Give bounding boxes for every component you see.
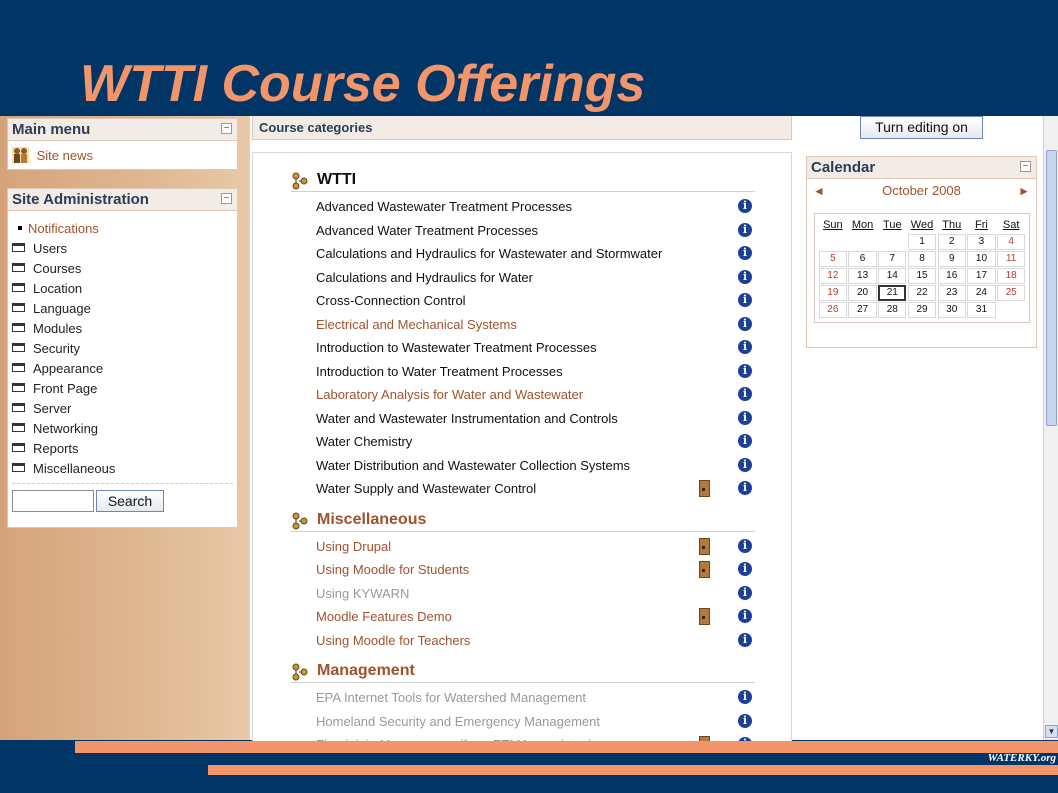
course-link[interactable]: Using Drupal	[316, 538, 392, 554]
admin-item-label: Miscellaneous	[33, 461, 116, 476]
site-admin-block	[7, 188, 238, 528]
admin-item-label: Front Page	[33, 381, 98, 396]
category-icon	[291, 663, 309, 681]
course-row	[316, 266, 756, 290]
calendar-day[interactable]: 7	[878, 251, 906, 267]
info-icon[interactable]: i	[738, 387, 752, 401]
calendar-day[interactable]: 9	[938, 251, 966, 267]
accent-bar-bottom	[208, 765, 1058, 775]
folder-icon	[12, 243, 25, 252]
calendar-day[interactable]: 15	[908, 268, 936, 284]
info-icon[interactable]: i	[738, 562, 752, 576]
calendar-day[interactable]: 25	[997, 285, 1025, 301]
course-row	[316, 535, 756, 559]
folder-icon	[12, 283, 25, 292]
admin-item-label: Location	[33, 281, 83, 296]
course-row	[316, 686, 756, 710]
course-link[interactable]: Calculations and Hydraulics for Water	[316, 269, 533, 285]
main-menu-item[interactable]	[8, 141, 237, 169]
calendar-day[interactable]: 14	[878, 268, 906, 284]
calendar-block	[806, 156, 1037, 348]
calendar-title: Calendar	[811, 159, 876, 176]
calendar-day[interactable]: 5	[819, 251, 847, 267]
category-heading	[291, 509, 755, 532]
site-admin-list	[8, 211, 237, 479]
calendar-day[interactable]: 17	[967, 268, 995, 284]
course-link[interactable]: Cross-Connection Control	[316, 293, 466, 308]
calendar-week-row	[818, 251, 1026, 268]
admin-item-server[interactable]	[8, 399, 237, 419]
calendar-month-nav	[807, 179, 1036, 203]
course-link[interactable]: Water and Wastewater Instrumentation and Controls	[316, 410, 618, 426]
calendar-empty-cell	[878, 234, 906, 250]
calendar-day[interactable]: 10	[967, 251, 995, 267]
admin-item-label: Modules	[33, 321, 83, 336]
info-icon[interactable]: i	[738, 539, 752, 553]
course-link[interactable]: Using Moodle for Students	[316, 562, 470, 577]
course-link[interactable]: Calculations and Hydraulics for Wastewater and Stormwater	[316, 246, 663, 261]
info-icon[interactable]: i	[738, 609, 752, 623]
calendar-weekday: Tue	[883, 219, 902, 231]
calendar-day[interactable]: 26	[819, 302, 847, 318]
guest-access-door-icon[interactable]	[699, 608, 710, 625]
calendar-day[interactable]: 2	[938, 234, 966, 250]
admin-item-label: Notifications	[28, 221, 99, 236]
main-menu-title: Main menu	[12, 121, 91, 138]
calendar-empty-cell	[819, 234, 847, 250]
calendar-day[interactable]: 24	[967, 285, 995, 301]
category-icon	[291, 172, 309, 190]
calendar-day[interactable]: 29	[908, 302, 936, 318]
calendar-weekday: Mon	[851, 219, 874, 231]
info-icon[interactable]: i	[738, 481, 752, 495]
bullet-icon	[18, 226, 22, 230]
admin-search-form	[8, 490, 237, 516]
calendar-day[interactable]: 31	[967, 302, 995, 318]
course-link[interactable]: Advanced Wastewater Treatment Processes	[316, 199, 573, 214]
calendar-day[interactable]: 1	[908, 234, 936, 250]
calendar-weekday: Sun	[823, 219, 843, 231]
info-icon[interactable]: i	[738, 223, 752, 237]
category-name[interactable]: WTTI	[317, 171, 357, 188]
guest-access-door-icon[interactable]	[699, 538, 710, 555]
folder-icon	[12, 263, 25, 272]
course-row	[316, 477, 756, 501]
calendar-day[interactable]: 21	[878, 285, 906, 301]
site-admin-collapse-button[interactable]: −	[221, 193, 232, 204]
calendar-weekday: Wed	[910, 219, 934, 231]
folder-icon	[12, 383, 25, 392]
category-name[interactable]: Miscellaneous	[317, 510, 427, 528]
folder-icon	[12, 403, 25, 412]
admin-item-label: Server	[33, 401, 72, 416]
course-link[interactable]: Homeland Security and Emergency Management	[316, 713, 600, 729]
info-icon[interactable]: i	[738, 411, 752, 425]
calendar-empty-cell	[848, 234, 876, 250]
scroll-down-arrow-icon[interactable]: ▼	[1045, 725, 1058, 738]
folder-icon	[12, 343, 25, 352]
admin-search-input[interactable]	[12, 490, 94, 512]
admin-item-label: Security	[33, 341, 80, 356]
main-menu-collapse-button[interactable]: −	[221, 123, 232, 134]
turn-editing-on-button[interactable]: Turn editing on	[860, 116, 983, 139]
admin-item-security[interactable]	[8, 339, 237, 359]
course-row	[316, 558, 756, 582]
main-menu-block	[7, 118, 238, 170]
calendar-day[interactable]: 19	[819, 285, 847, 301]
info-icon[interactable]: i	[738, 340, 752, 354]
course-row	[316, 605, 756, 629]
course-row	[316, 383, 756, 407]
calendar-grid	[814, 213, 1030, 323]
calendar-month-label: October 2008	[882, 183, 961, 198]
admin-item-front-page[interactable]	[8, 379, 237, 399]
course-link[interactable]: Laboratory Analysis for Water and Wastewater	[316, 387, 584, 402]
calendar-day[interactable]: 4	[997, 234, 1025, 250]
course-link[interactable]: Introduction to Water Treatment Processes	[316, 363, 563, 379]
admin-item-label: Networking	[33, 421, 99, 436]
course-row	[316, 407, 756, 431]
course-row	[316, 629, 756, 653]
course-row	[316, 430, 756, 454]
course-category-list	[252, 152, 792, 752]
calendar-collapse-button[interactable]: −	[1020, 161, 1031, 172]
admin-item-notifications[interactable]	[8, 219, 237, 239]
browser-screenshot	[0, 116, 1058, 740]
folder-icon	[12, 423, 25, 432]
info-icon[interactable]: i	[738, 690, 752, 704]
main-menu-header	[8, 119, 237, 141]
info-icon[interactable]: i	[738, 714, 752, 728]
admin-item-language[interactable]	[8, 299, 237, 319]
course-categories-header: Course categories	[252, 116, 792, 140]
calendar-empty-cell	[997, 302, 1025, 318]
calendar-week-row	[818, 234, 1026, 251]
course-row	[316, 289, 756, 313]
calendar-day[interactable]: 3	[967, 234, 995, 250]
info-icon[interactable]: i	[738, 458, 752, 472]
course-row	[316, 360, 756, 384]
calendar-day[interactable]: 30	[938, 302, 966, 318]
course-link[interactable]: Water Chemistry	[316, 434, 413, 449]
folder-icon	[12, 323, 25, 332]
info-icon[interactable]: i	[738, 270, 752, 284]
category-heading	[291, 660, 755, 683]
calendar-day[interactable]: 13	[848, 268, 876, 284]
course-row	[316, 219, 756, 243]
admin-divider	[12, 483, 233, 484]
site-admin-title: Site Administration	[12, 191, 149, 208]
next-month-arrow-icon[interactable]: ►	[1018, 184, 1030, 198]
calendar-day[interactable]: 22	[908, 285, 936, 301]
category-name[interactable]: Management	[317, 662, 415, 679]
category-heading	[291, 169, 755, 192]
site-news-link[interactable]: Site news	[36, 148, 93, 163]
course-row	[316, 454, 756, 478]
prev-month-arrow-icon[interactable]: ◄	[813, 184, 825, 198]
footer-credit: WATERKY.org	[987, 752, 1056, 764]
slide-title: WTTI Course Offerings	[80, 55, 646, 113]
info-icon[interactable]: i	[738, 586, 752, 600]
info-icon[interactable]: i	[738, 434, 752, 448]
guest-access-door-icon[interactable]	[699, 561, 710, 578]
calendar-day[interactable]: 16	[938, 268, 966, 284]
folder-icon	[12, 303, 25, 312]
calendar-day[interactable]: 11	[997, 251, 1025, 267]
admin-item-label: Users	[33, 241, 67, 256]
calendar-day[interactable]: 8	[908, 251, 936, 267]
calendar-day[interactable]: 6	[848, 251, 876, 267]
course-link[interactable]: Moodle Features Demo	[316, 609, 452, 624]
calendar-weekday: Thu	[942, 219, 962, 231]
admin-item-label: Language	[33, 301, 91, 316]
admin-item-users[interactable]	[8, 239, 237, 259]
scrollbar-thumb[interactable]	[1046, 150, 1057, 426]
calendar-week-row	[818, 285, 1026, 302]
info-icon[interactable]: i	[738, 199, 752, 213]
category-icon	[291, 512, 309, 530]
course-row	[316, 195, 756, 219]
calendar-week-row	[818, 302, 1026, 319]
calendar-weekday: Sat	[1002, 219, 1020, 231]
calendar-day[interactable]: 12	[819, 268, 847, 284]
admin-item-networking[interactable]	[8, 419, 237, 439]
calendar-weekday: Fri	[975, 219, 988, 231]
info-icon[interactable]: i	[738, 293, 752, 307]
calendar-day[interactable]: 18	[997, 268, 1025, 284]
info-icon[interactable]: i	[738, 364, 752, 378]
calendar-day[interactable]: 23	[938, 285, 966, 301]
accent-bar-top	[75, 741, 1058, 753]
calendar-weekday-row	[818, 217, 1026, 234]
calendar-day[interactable]: 20	[848, 285, 876, 301]
course-row	[316, 336, 756, 360]
admin-item-label: Appearance	[33, 361, 104, 376]
folder-icon	[12, 463, 25, 472]
course-row	[316, 313, 756, 337]
course-link[interactable]: Using Moodle for Teachers	[316, 632, 471, 648]
course-row	[316, 582, 756, 606]
course-link[interactable]: Water Distribution and Wastewater Collection Systems	[316, 457, 631, 473]
admin-item-reports[interactable]	[8, 439, 237, 459]
course-row	[316, 242, 756, 266]
admin-item-location[interactable]	[8, 279, 237, 299]
folder-icon	[12, 443, 25, 452]
admin-item-appearance[interactable]	[8, 359, 237, 379]
course-link[interactable]: Introduction to Wastewater Treatment Processes	[316, 340, 597, 355]
vertical-scrollbar[interactable]	[1043, 116, 1058, 740]
search-button[interactable]: Search	[96, 490, 164, 512]
admin-item-courses[interactable]	[8, 259, 237, 279]
guest-access-door-icon[interactable]	[699, 480, 710, 497]
admin-item-label: Courses	[33, 261, 82, 276]
site-admin-header	[8, 189, 237, 211]
people-icon	[12, 147, 29, 163]
admin-item-label: Reports	[33, 441, 79, 456]
folder-icon	[12, 363, 25, 372]
course-link[interactable]: Water Supply and Wastewater Control	[316, 481, 537, 496]
calendar-week-row	[818, 268, 1026, 285]
course-link[interactable]: Electrical and Mechanical Systems	[316, 316, 517, 332]
admin-item-modules[interactable]	[8, 319, 237, 339]
info-icon[interactable]: i	[738, 317, 752, 331]
course-row	[316, 710, 756, 734]
calendar-header	[807, 157, 1036, 179]
calendar-day[interactable]: 28	[878, 302, 906, 318]
info-icon[interactable]: i	[738, 633, 752, 647]
course-link[interactable]: Advanced Water Treatment Processes	[316, 222, 539, 238]
calendar-day[interactable]: 27	[848, 302, 876, 318]
info-icon[interactable]: i	[738, 246, 752, 260]
course-link[interactable]: EPA Internet Tools for Watershed Management	[316, 690, 587, 705]
course-link[interactable]: Using KYWARN	[316, 585, 410, 601]
admin-item-miscellaneous[interactable]	[8, 459, 237, 479]
